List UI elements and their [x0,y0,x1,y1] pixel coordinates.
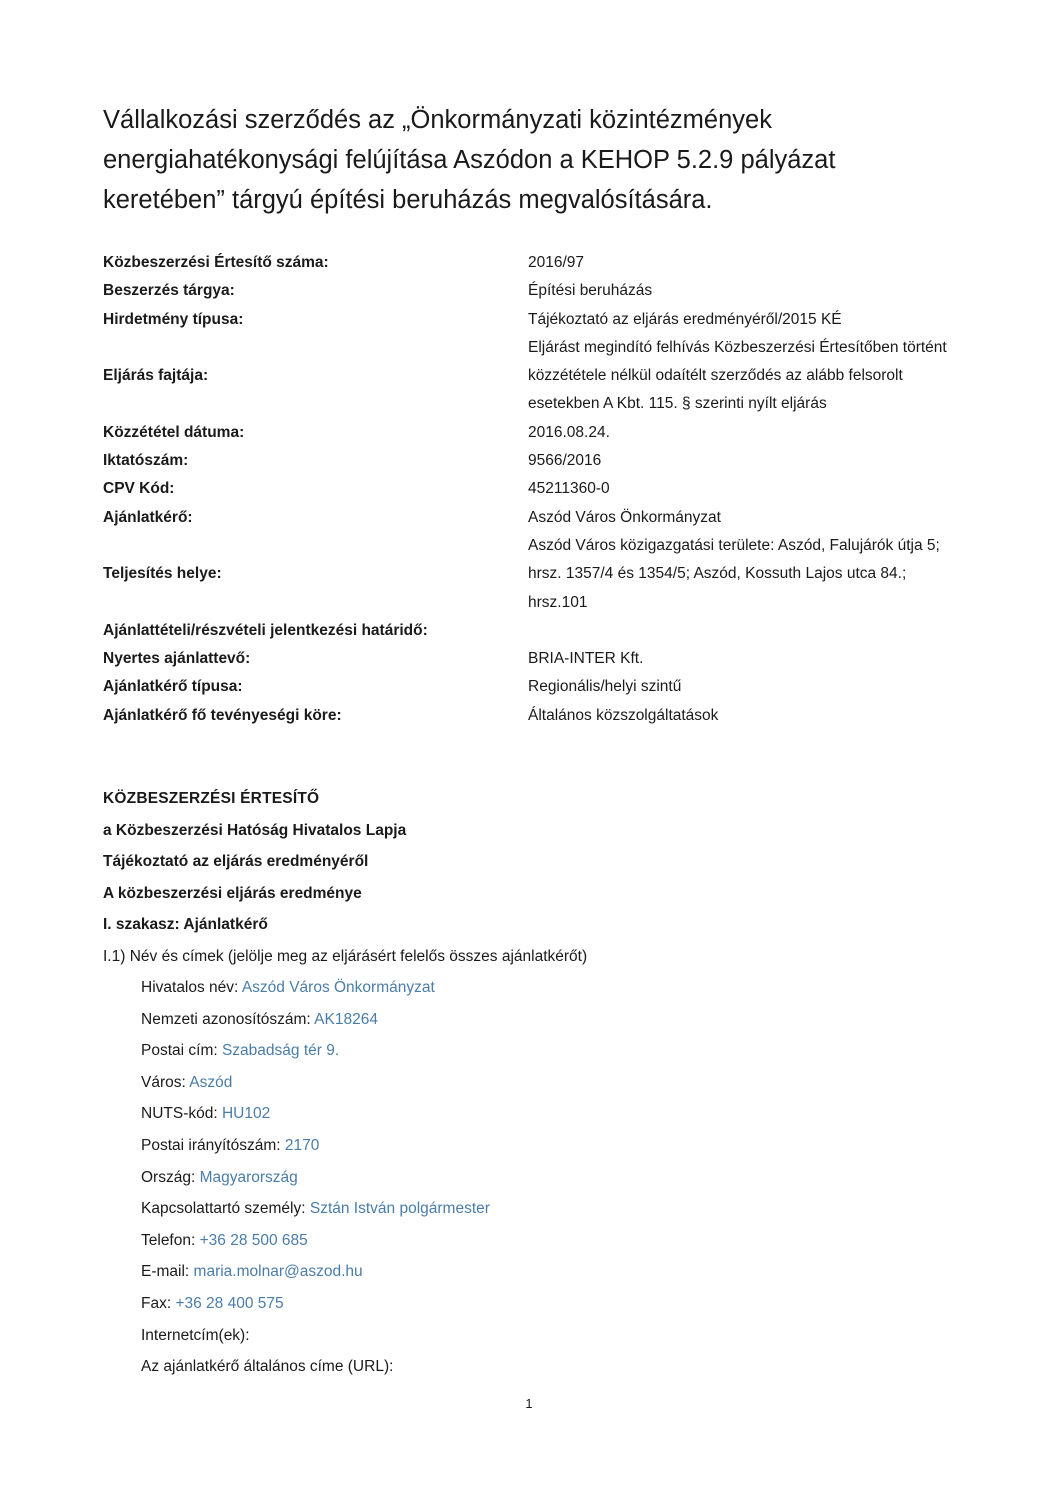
meta-value: 2016.08.24. [528,423,610,441]
field-contact-person [103,1193,963,1225]
field-general-url [103,1351,963,1383]
meta-row [103,277,963,305]
field-value: 2170 [284,1136,320,1154]
meta-label: Hirdetmény típusa: [103,310,244,328]
field-value: HU102 [221,1105,271,1123]
subsection-heading: I.1) Név és címek (jelölje meg az eljárásért felelős összes ajánlatkérőt) [103,947,588,965]
document-title: Vállalkozási szerződés az „Önkormányzati közintézmények energiahatékonysági felújítása Aszódon a KEHOP 5.2.9 pályázat keretében” tárgyú építési beruházás megvalósítására. [103,106,836,214]
meta-label: Eljárás fajtája: [103,367,209,385]
field-official-name [103,972,963,1004]
field-city [103,1067,963,1099]
meta-row [103,702,963,730]
field-label: Ország: [141,1168,200,1186]
field-value: +36 28 400 575 [175,1294,284,1312]
meta-value: Aszód Város közigazgatási területe: Aszód, Falujárók útja 5; hrsz. 1357/4 és 1354/5; Aszód, Kossuth Lajos utca 84.; hrsz.101 [528,536,940,611]
field-phone [103,1225,963,1257]
notice-result: A közbeszerzési eljárás eredménye [103,884,362,902]
meta-label: Ajánlatkérő fő tevényeségi köre: [103,706,342,724]
field-value: Magyarország [199,1168,298,1186]
field-postal-address [103,1035,963,1067]
field-nuts-code [103,1098,963,1130]
meta-label: Teljesítés helye: [103,565,222,583]
field-label: Postai cím: [141,1042,222,1060]
meta-value: Eljárást megindító felhívás Közbeszerzési Értesítőben történt közzététele nélkül odaítélt szerződés az alább felsorolt esetekben A Kbt. 115. § szerinti nyílt eljárás [528,338,947,413]
field-label: Város: [141,1073,190,1091]
meta-row [103,475,963,503]
meta-label: Közzététel dátuma: [103,423,245,441]
meta-value: 9566/2016 [528,452,602,470]
meta-row [103,673,963,701]
meta-row [103,249,963,277]
meta-value: 45211360-0 [528,480,610,498]
meta-label: Nyertes ajánlattevő: [103,650,251,668]
field-value: +36 28 500 685 [199,1231,308,1249]
email-link[interactable]: maria.molnar@aszod.hu [193,1263,363,1281]
notice-heading: KÖZBESZERZÉSI ÉRTESÍTŐ [103,790,320,807]
meta-label: Ajánlatkérő típusa: [103,678,243,696]
field-value: Szabadság tér 9. [221,1042,340,1060]
field-label: Internetcím(ek): [141,1326,250,1344]
meta-value: Tájékoztató az eljárás eredményéről/2015 KÉ [528,310,842,328]
field-label: Kapcsolattartó személy: [141,1200,310,1218]
meta-row [103,645,963,673]
meta-value: Általános közszolgáltatások [528,706,719,724]
meta-label: Iktatószám: [103,452,189,470]
field-label: Hivatalos név: [141,979,242,996]
page-number: 1 [525,1396,533,1411]
meta-row [103,532,963,617]
meta-row [103,447,963,475]
meta-row [103,306,963,334]
field-label: E-mail: [141,1263,194,1281]
meta-label: Beszerzés tárgya: [103,282,235,300]
field-label: NUTS-kód: [141,1105,222,1123]
field-email [103,1256,963,1288]
field-label: Telefon: [141,1231,200,1249]
field-value: Sztán István polgármester [309,1200,490,1218]
field-value: AK18264 [314,1010,378,1028]
field-national-id [103,1004,963,1036]
notice-section [103,783,963,1383]
metadata-table [103,249,963,730]
meta-row [103,504,963,532]
meta-label: Ajánlattételi/részvételi jelentkezési határidő: [103,621,428,639]
meta-label: CPV Kód: [103,480,175,498]
field-label: Nemzeti azonosítószám: [141,1010,315,1028]
meta-value: Regionális/helyi szintű [528,678,682,696]
meta-value: BRIA-INTER Kft. [528,650,644,668]
field-fax [103,1288,963,1320]
field-label: Fax: [141,1294,176,1312]
meta-label: Közbeszerzési Értesítő száma: [103,254,329,271]
field-value: Aszód [189,1073,233,1091]
meta-value: Építési beruházás [528,282,653,300]
meta-value: 2016/97 [528,254,585,271]
field-label: Postai irányítószám: [141,1136,285,1154]
field-value: Aszód Város Önkormányzat [241,979,435,996]
section-heading: I. szakasz: Ajánlatkérő [103,916,268,933]
notice-subheading: a Közbeszerzési Hatóság Hivatalos Lapja [103,821,407,839]
field-web-addresses [103,1320,963,1352]
meta-row [103,617,963,645]
field-label: Az ajánlatkérő általános címe (URL): [141,1358,394,1376]
meta-value: Aszód Város Önkormányzat [528,508,721,526]
notice-info: Tájékoztató az eljárás eredményéről [103,853,369,870]
field-postal-code [103,1130,963,1162]
meta-label: Ajánlatkérő: [103,508,193,526]
meta-row [103,419,963,447]
meta-row [103,334,963,419]
field-country [103,1162,963,1194]
